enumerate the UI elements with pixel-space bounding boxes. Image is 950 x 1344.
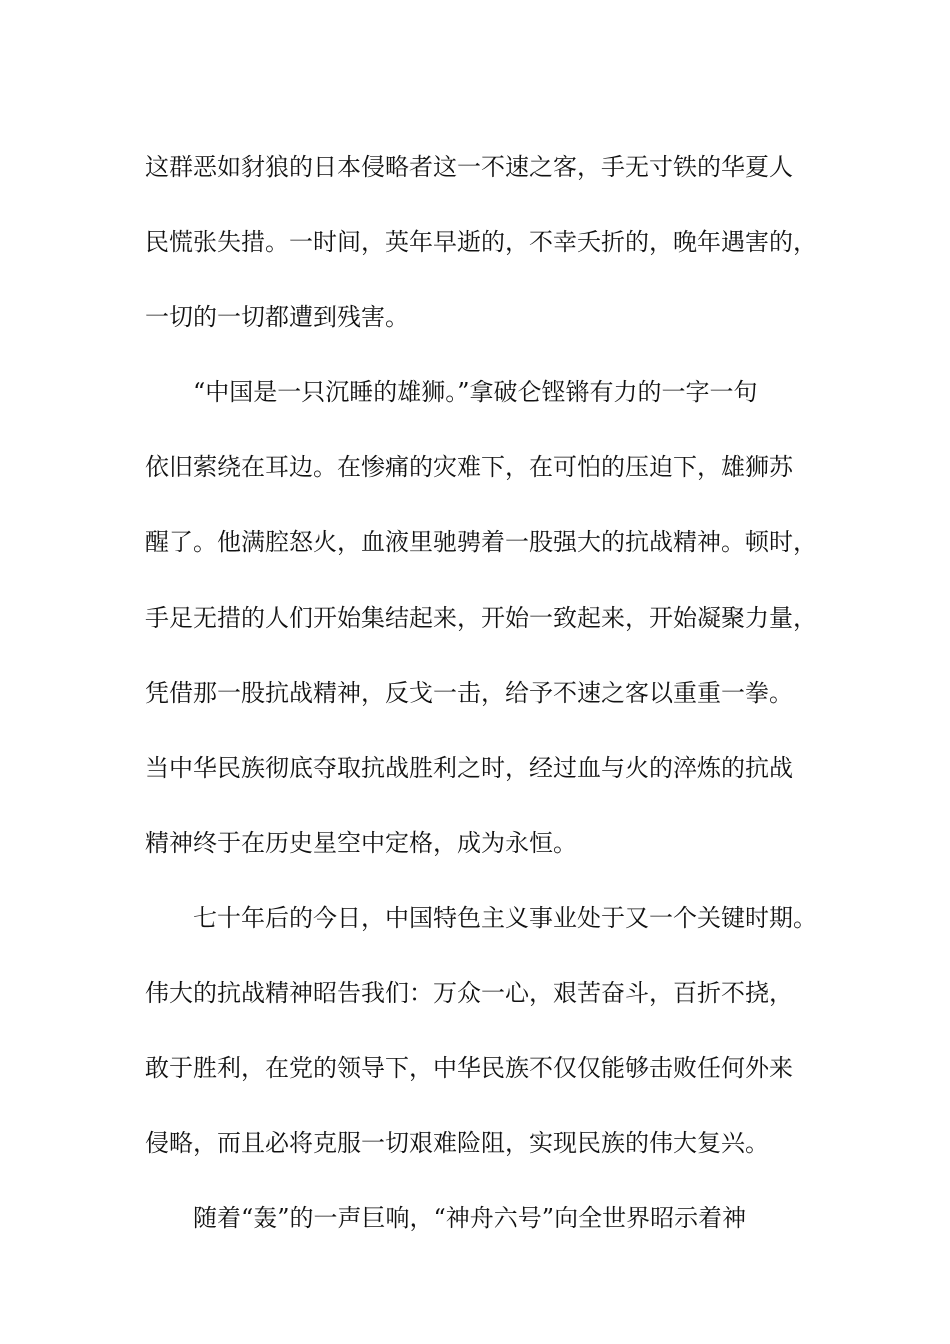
document-body <box>145 130 835 1256</box>
text-line-12: 伟大的抗战精神昭告我们：万众一心，艰苦奋斗，百折不挠， <box>145 979 793 1008</box>
text-line-15: 随着“轰”的一声巨响，“神舟六号”向全世界昭示着神 <box>193 1204 747 1233</box>
text-line-9: 当中华民族彻底夺取抗战胜利之时，经过血与火的淬炼的抗战 <box>145 753 793 782</box>
text-line-5: 依旧萦绕在耳边。在惨痛的灾难下，在可怕的压迫下，雄狮苏 <box>145 453 793 482</box>
text-line-6: 醒了。他满腔怒火，血液里驰骋着一股强大的抗战精神。顿时， <box>145 528 817 557</box>
text-line-2: 民慌张失措。一时间，英年早逝的，不幸夭折的，晚年遇害的， <box>145 228 817 257</box>
text-line-1: 这群恶如豺狼的日本侵略者这一不速之客，手无寸铁的华夏人 <box>145 153 793 181</box>
text-line-14: 侵略，而且必将克服一切艰难险阻，实现民族的伟大复兴。 <box>145 1129 769 1158</box>
text-line-11: 七十年后的今日，中国特色主义事业处于又一个关键时期。 <box>193 903 817 932</box>
text-line-4: “中国是一只沉睡的雄狮。”拿破仑铿锵有力的一字一句 <box>193 378 758 407</box>
text-line-13: 敢于胜利，在党的领导下，中华民族不仅仅能够击败任何外来 <box>145 1054 793 1083</box>
text-line-8: 凭借那一股抗战精神，反戈一击，给予不速之客以重重一拳。 <box>145 678 793 707</box>
text-line-10: 精神终于在历史星空中定格，成为永恒。 <box>145 828 577 857</box>
text-line-7: 手足无措的人们开始集结起来，开始一致起来，开始凝聚力量， <box>145 603 817 632</box>
text-line-3: 一切的一切都遭到残害。 <box>145 303 409 332</box>
